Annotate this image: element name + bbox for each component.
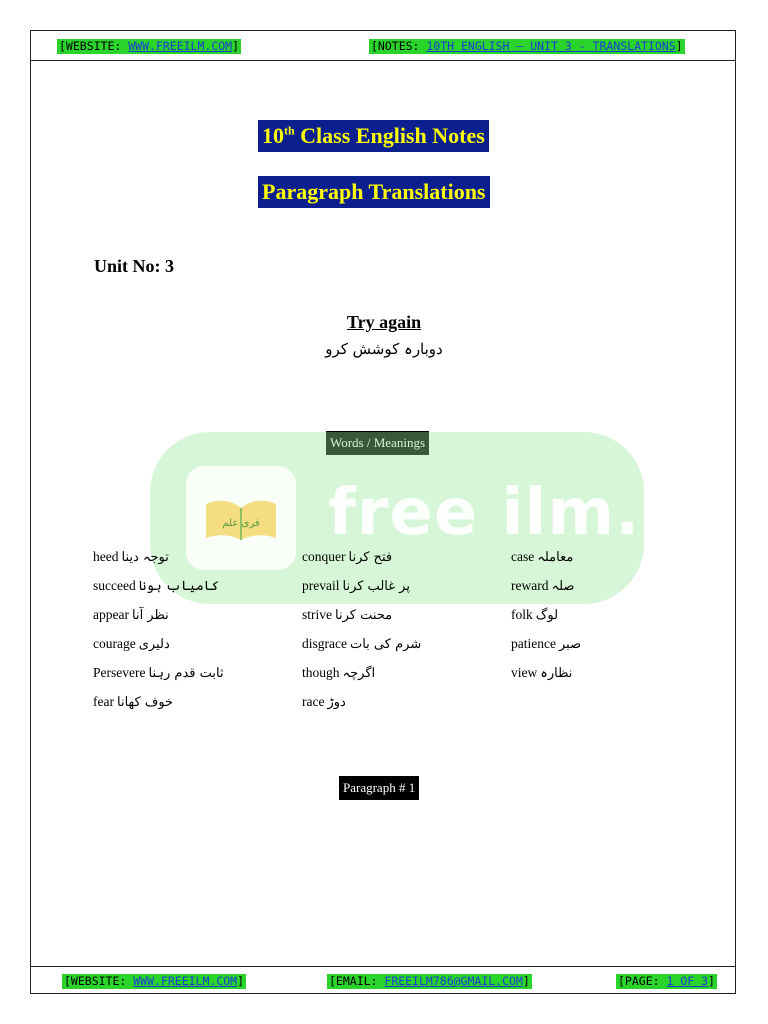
vocab-item bbox=[93, 607, 169, 623]
header-notes-prefix: [NOTES: bbox=[371, 39, 427, 53]
header-website-link[interactable]: WWW.FREEILM.COM bbox=[128, 39, 233, 53]
header-notes-tag bbox=[369, 39, 685, 54]
vocab-item bbox=[511, 665, 572, 681]
vocab-item bbox=[93, 549, 169, 565]
vocab-item bbox=[302, 578, 410, 594]
vocab-item bbox=[93, 694, 173, 710]
words-meanings-label: Words / Meanings bbox=[326, 431, 429, 455]
vocab-word: succeed bbox=[93, 578, 136, 593]
vocab-word: appear bbox=[93, 607, 129, 622]
vocab-meaning: پر غالب کرنا bbox=[342, 579, 410, 594]
vocab-meaning: فتح کرنا bbox=[348, 550, 393, 565]
vocab-word: view bbox=[511, 665, 538, 680]
header-notes-link[interactable]: 10TH ENGLISH – UNIT 3 - TRANSLATIONS bbox=[426, 39, 676, 53]
vocab-meaning: اگرچہ bbox=[342, 666, 376, 681]
vocab-item bbox=[511, 549, 573, 565]
header-website-tag bbox=[57, 39, 241, 54]
vocab-word: prevail bbox=[302, 578, 340, 593]
vocab-item bbox=[302, 607, 392, 623]
vocab-word: heed bbox=[93, 549, 119, 564]
footer-divider bbox=[30, 966, 736, 967]
footer-website-tag bbox=[62, 974, 246, 989]
watermark-logo bbox=[186, 466, 296, 570]
class-title-number: 10 bbox=[262, 123, 284, 148]
vocab-meaning: صبر bbox=[558, 637, 582, 652]
class-title-text: Class English Notes bbox=[294, 123, 485, 148]
vocab-word: case bbox=[511, 549, 535, 564]
vocab-word: disgrace bbox=[302, 636, 347, 651]
class-title-sup: th bbox=[284, 123, 295, 138]
vocab-item bbox=[302, 694, 346, 710]
footer-email-link[interactable]: FREEILM786@GMAIL.COM bbox=[384, 974, 523, 988]
watermark-text: free ilm. bbox=[328, 476, 641, 550]
vocab-meaning: صلہ bbox=[551, 579, 575, 594]
vocab-word: courage bbox=[93, 636, 136, 651]
vocab-word: folk bbox=[511, 607, 533, 622]
vocab-meaning: معاملہ bbox=[537, 550, 574, 565]
vocab-meaning: ثابت قدم رہنا bbox=[148, 666, 224, 681]
vocab-word: patience bbox=[511, 636, 556, 651]
footer-website-suffix: ] bbox=[237, 974, 245, 988]
vocab-meaning: دوڑ bbox=[327, 695, 346, 710]
vocab-meaning: شرم کی بات bbox=[349, 637, 422, 652]
vocab-word: Persevere bbox=[93, 665, 146, 680]
vocab-word: reward bbox=[511, 578, 549, 593]
vocab-meaning: کامیاب ہونا bbox=[138, 579, 220, 594]
paragraph-label: Paragraph # 1 bbox=[339, 776, 419, 800]
vocab-meaning: محنت کرنا bbox=[335, 608, 393, 623]
class-title bbox=[258, 120, 489, 152]
footer-email-prefix: [EMAIL: bbox=[329, 974, 385, 988]
vocab-item bbox=[93, 665, 224, 681]
vocab-meaning: دلیری bbox=[138, 637, 170, 652]
vocab-word: conquer bbox=[302, 549, 346, 564]
vocab-item bbox=[511, 578, 574, 594]
vocab-item bbox=[93, 578, 219, 594]
vocab-item bbox=[302, 665, 375, 681]
story-urdu-title: دوبارہ کوشش کرو bbox=[325, 340, 443, 358]
footer-page-link[interactable]: 1 OF 3 bbox=[666, 974, 709, 988]
watermark-logo-text: فری علم bbox=[222, 518, 260, 529]
story-title: Try again bbox=[346, 312, 422, 332]
footer-email-tag bbox=[327, 974, 532, 989]
footer-page-suffix: ] bbox=[708, 974, 715, 988]
vocab-word: fear bbox=[93, 694, 114, 709]
vocab-item bbox=[511, 636, 581, 652]
footer-email-suffix: ] bbox=[522, 974, 530, 988]
vocab-item bbox=[93, 636, 170, 652]
footer-website-link[interactable]: WWW.FREEILM.COM bbox=[133, 974, 238, 988]
vocab-word: strive bbox=[302, 607, 332, 622]
unit-label: Unit No: 3 bbox=[94, 256, 174, 276]
subtitle: Paragraph Translations bbox=[258, 176, 490, 208]
book-icon bbox=[204, 496, 278, 542]
header-website-prefix: [WEBSITE: bbox=[59, 39, 129, 53]
vocab-meaning: نظارہ bbox=[540, 666, 573, 681]
vocab-meaning: توجہ دینا bbox=[121, 550, 169, 565]
header-website-suffix: ] bbox=[232, 39, 240, 53]
vocab-item bbox=[511, 607, 558, 623]
vocab-word: race bbox=[302, 694, 325, 709]
vocab-item bbox=[302, 636, 421, 652]
vocab-meaning: نظر آنا bbox=[131, 608, 169, 623]
vocab-meaning: خوف کھانا bbox=[116, 695, 174, 710]
footer-page-prefix: [PAGE: bbox=[618, 974, 667, 988]
vocab-meaning: لوگ bbox=[535, 608, 559, 623]
footer-page-tag bbox=[616, 974, 717, 989]
vocab-word: though bbox=[302, 665, 340, 680]
header-notes-suffix: ] bbox=[675, 39, 683, 53]
header-divider bbox=[30, 60, 736, 61]
footer-website-prefix: [WEBSITE: bbox=[64, 974, 134, 988]
vocab-item bbox=[302, 549, 392, 565]
